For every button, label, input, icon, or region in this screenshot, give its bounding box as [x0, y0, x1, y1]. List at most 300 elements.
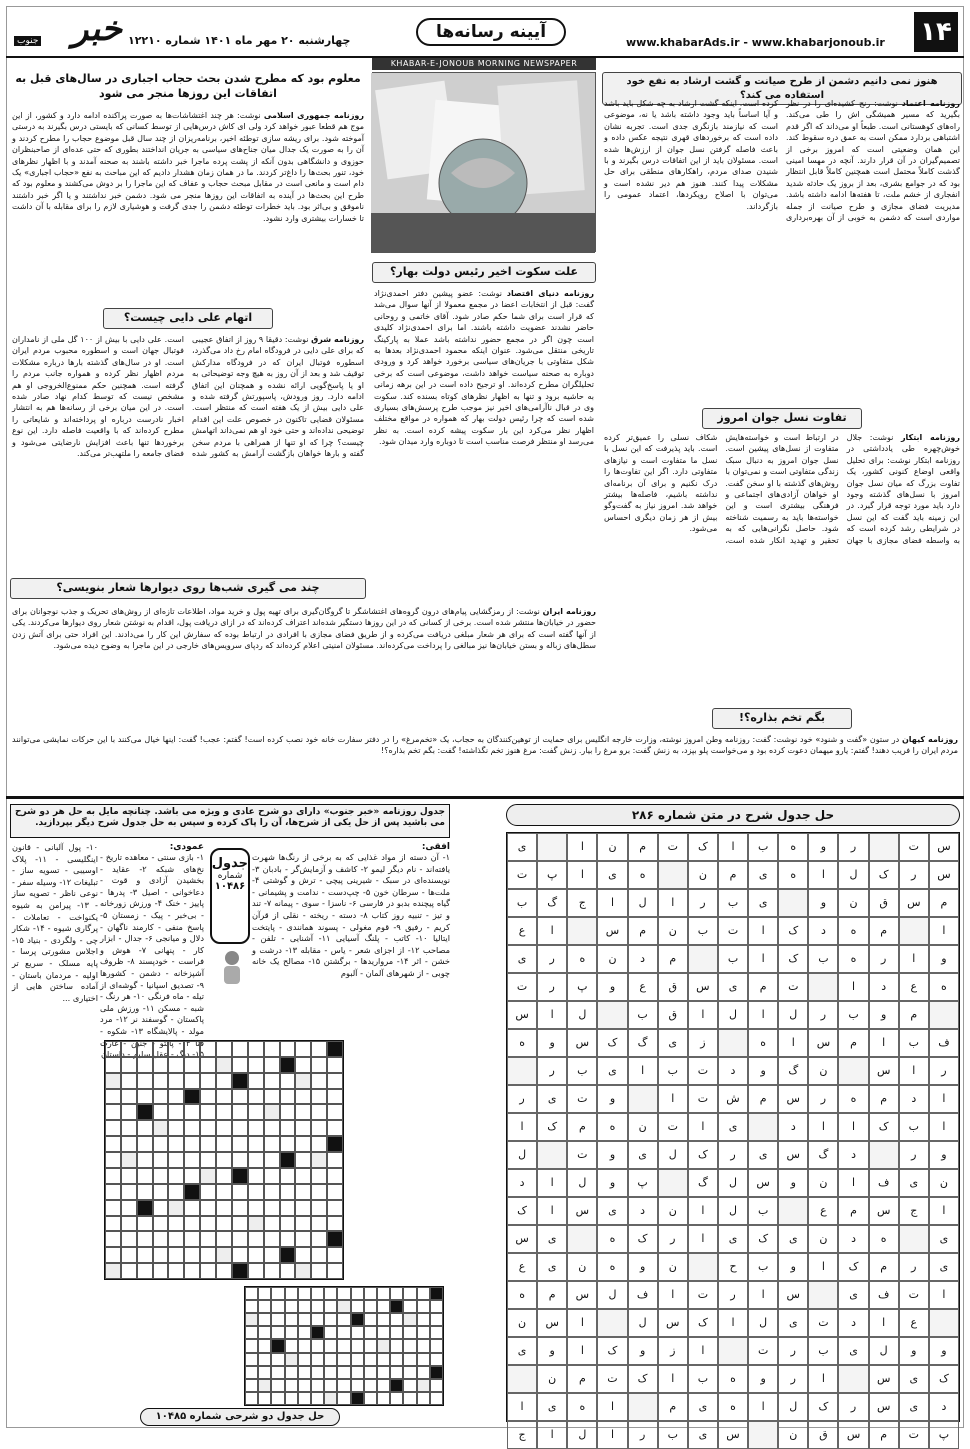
crossword-cell[interactable] — [184, 1120, 200, 1136]
crossword-cell[interactable] — [245, 1287, 258, 1300]
crossword-cell[interactable] — [232, 1184, 248, 1200]
crossword-cell[interactable] — [264, 1120, 280, 1136]
header-urls[interactable]: www.khabarAds.ir - www.khabarjonoub.ir — [626, 36, 885, 49]
crossword-cell[interactable] — [153, 1120, 169, 1136]
crossword-cell[interactable] — [285, 1353, 298, 1366]
crossword-cell[interactable] — [232, 1200, 248, 1216]
crossword-cell[interactable] — [324, 1326, 337, 1339]
crossword-cell[interactable] — [248, 1089, 264, 1105]
crossword-cell[interactable] — [280, 1120, 296, 1136]
crossword-cell[interactable] — [200, 1104, 216, 1120]
crossword-cell[interactable] — [298, 1366, 311, 1379]
crossword-cell[interactable] — [377, 1379, 390, 1392]
crossword-cell[interactable] — [248, 1041, 264, 1057]
crossword-cell[interactable] — [200, 1200, 216, 1216]
crossword-cell[interactable] — [417, 1353, 430, 1366]
crossword-cell[interactable] — [184, 1057, 200, 1073]
crossword-cell[interactable] — [430, 1313, 443, 1326]
crossword-cell[interactable] — [200, 1057, 216, 1073]
crossword-cell[interactable] — [417, 1339, 430, 1352]
crossword-cell[interactable] — [327, 1089, 343, 1105]
crossword-cell[interactable] — [258, 1353, 271, 1366]
crossword-cell[interactable] — [232, 1136, 248, 1152]
crossword-cell[interactable] — [248, 1168, 264, 1184]
crossword-cell[interactable] — [137, 1041, 153, 1057]
crossword-cell[interactable] — [271, 1353, 284, 1366]
crossword-cell[interactable] — [271, 1300, 284, 1313]
crossword-cell[interactable] — [364, 1379, 377, 1392]
crossword-cell[interactable] — [430, 1392, 443, 1405]
crossword-cell[interactable] — [216, 1057, 232, 1073]
crossword-cell[interactable] — [430, 1379, 443, 1392]
crossword-cell[interactable] — [105, 1168, 121, 1184]
crossword-cell[interactable] — [417, 1313, 430, 1326]
crossword-cell[interactable] — [121, 1136, 137, 1152]
crossword-cell[interactable] — [280, 1184, 296, 1200]
crossword-cell[interactable] — [248, 1200, 264, 1216]
crossword-cell[interactable] — [232, 1104, 248, 1120]
crossword-cell[interactable] — [105, 1200, 121, 1216]
crossword-cell[interactable] — [364, 1353, 377, 1366]
crossword-cell[interactable] — [311, 1057, 327, 1073]
crossword-cell[interactable] — [105, 1057, 121, 1073]
crossword-cell[interactable] — [351, 1287, 364, 1300]
crossword-cell[interactable] — [311, 1392, 324, 1405]
crossword-cell[interactable] — [105, 1247, 121, 1263]
crossword-cell[interactable] — [337, 1287, 350, 1300]
crossword-cell[interactable] — [403, 1339, 416, 1352]
crossword-cell[interactable] — [232, 1073, 248, 1089]
crossword-cell[interactable] — [337, 1313, 350, 1326]
crossword-cell[interactable] — [271, 1379, 284, 1392]
crossword-cell[interactable] — [153, 1152, 169, 1168]
crossword-cell[interactable] — [327, 1216, 343, 1232]
crossword-cell[interactable] — [248, 1073, 264, 1089]
crossword-cell[interactable] — [311, 1379, 324, 1392]
crossword-cell[interactable] — [200, 1089, 216, 1105]
crossword-cell[interactable] — [377, 1392, 390, 1405]
crossword-cell[interactable] — [264, 1089, 280, 1105]
crossword-cell[interactable] — [137, 1231, 153, 1247]
crossword-cell[interactable] — [295, 1216, 311, 1232]
crossword-cell[interactable] — [295, 1041, 311, 1057]
crossword-cell[interactable] — [377, 1366, 390, 1379]
crossword-cell[interactable] — [248, 1152, 264, 1168]
crossword-cell[interactable] — [216, 1041, 232, 1057]
crossword-cell[interactable] — [258, 1326, 271, 1339]
crossword-cell[interactable] — [311, 1263, 327, 1279]
crossword-cell[interactable] — [417, 1379, 430, 1392]
crossword-cell[interactable] — [153, 1168, 169, 1184]
crossword-cell[interactable] — [232, 1120, 248, 1136]
crossword-cell[interactable] — [298, 1392, 311, 1405]
crossword-cell[interactable] — [298, 1313, 311, 1326]
crossword-cell[interactable] — [285, 1326, 298, 1339]
crossword-cell[interactable] — [311, 1152, 327, 1168]
crossword-cell[interactable] — [153, 1231, 169, 1247]
crossword-cell[interactable] — [153, 1104, 169, 1120]
crossword-cell[interactable] — [105, 1041, 121, 1057]
crossword-cell[interactable] — [298, 1379, 311, 1392]
crossword-cell[interactable] — [245, 1313, 258, 1326]
crossword-cell[interactable] — [184, 1073, 200, 1089]
crossword-cell[interactable] — [121, 1247, 137, 1263]
crossword-cell[interactable] — [327, 1136, 343, 1152]
crossword-cell[interactable] — [311, 1216, 327, 1232]
crossword-cell[interactable] — [377, 1353, 390, 1366]
crossword-cell[interactable] — [285, 1392, 298, 1405]
crossword-cell[interactable] — [245, 1300, 258, 1313]
crossword-cell[interactable] — [105, 1231, 121, 1247]
crossword-cell[interactable] — [248, 1136, 264, 1152]
crossword-cell[interactable] — [248, 1120, 264, 1136]
crossword-grid-secondary[interactable] — [244, 1286, 444, 1406]
crossword-cell[interactable] — [298, 1300, 311, 1313]
crossword-cell[interactable] — [327, 1120, 343, 1136]
crossword-cell[interactable] — [153, 1247, 169, 1263]
crossword-cell[interactable] — [153, 1041, 169, 1057]
crossword-cell[interactable] — [364, 1339, 377, 1352]
crossword-cell[interactable] — [168, 1168, 184, 1184]
crossword-cell[interactable] — [271, 1313, 284, 1326]
crossword-cell[interactable] — [105, 1152, 121, 1168]
crossword-cell[interactable] — [377, 1326, 390, 1339]
crossword-cell[interactable] — [184, 1216, 200, 1232]
crossword-grid-main[interactable] — [104, 1040, 344, 1280]
crossword-cell[interactable] — [311, 1120, 327, 1136]
crossword-cell[interactable] — [280, 1152, 296, 1168]
crossword-cell[interactable] — [403, 1392, 416, 1405]
crossword-cell[interactable] — [245, 1379, 258, 1392]
crossword-cell[interactable] — [430, 1287, 443, 1300]
crossword-cell[interactable] — [390, 1326, 403, 1339]
crossword-cell[interactable] — [153, 1089, 169, 1105]
crossword-cell[interactable] — [327, 1057, 343, 1073]
crossword-cell[interactable] — [295, 1168, 311, 1184]
crossword-cell[interactable] — [248, 1104, 264, 1120]
crossword-cell[interactable] — [295, 1136, 311, 1152]
crossword-cell[interactable] — [216, 1263, 232, 1279]
crossword-cell[interactable] — [311, 1339, 324, 1352]
crossword-cell[interactable] — [216, 1104, 232, 1120]
crossword-cell[interactable] — [137, 1073, 153, 1089]
crossword-cell[interactable] — [403, 1287, 416, 1300]
crossword-cell[interactable] — [200, 1120, 216, 1136]
crossword-cell[interactable] — [364, 1313, 377, 1326]
crossword-cell[interactable] — [351, 1339, 364, 1352]
crossword-cell[interactable] — [200, 1152, 216, 1168]
crossword-cell[interactable] — [280, 1200, 296, 1216]
crossword-cell[interactable] — [295, 1231, 311, 1247]
crossword-cell[interactable] — [337, 1326, 350, 1339]
crossword-cell[interactable] — [337, 1379, 350, 1392]
crossword-cell[interactable] — [271, 1339, 284, 1352]
crossword-cell[interactable] — [264, 1057, 280, 1073]
crossword-cell[interactable] — [105, 1120, 121, 1136]
crossword-cell[interactable] — [168, 1152, 184, 1168]
crossword-cell[interactable] — [327, 1231, 343, 1247]
crossword-cell[interactable] — [390, 1287, 403, 1300]
crossword-cell[interactable] — [216, 1136, 232, 1152]
crossword-cell[interactable] — [271, 1326, 284, 1339]
crossword-cell[interactable] — [311, 1231, 327, 1247]
crossword-cell[interactable] — [121, 1184, 137, 1200]
crossword-cell[interactable] — [137, 1104, 153, 1120]
crossword-cell[interactable] — [351, 1353, 364, 1366]
crossword-cell[interactable] — [280, 1168, 296, 1184]
crossword-cell[interactable] — [216, 1184, 232, 1200]
crossword-cell[interactable] — [184, 1247, 200, 1263]
crossword-cell[interactable] — [403, 1326, 416, 1339]
crossword-cell[interactable] — [390, 1313, 403, 1326]
crossword-cell[interactable] — [390, 1379, 403, 1392]
crossword-cell[interactable] — [168, 1041, 184, 1057]
crossword-cell[interactable] — [417, 1300, 430, 1313]
crossword-cell[interactable] — [248, 1216, 264, 1232]
crossword-cell[interactable] — [168, 1247, 184, 1263]
crossword-cell[interactable] — [324, 1287, 337, 1300]
crossword-cell[interactable] — [105, 1104, 121, 1120]
crossword-cell[interactable] — [285, 1287, 298, 1300]
crossword-cell[interactable] — [200, 1041, 216, 1057]
crossword-cell[interactable] — [311, 1073, 327, 1089]
crossword-cell[interactable] — [200, 1136, 216, 1152]
crossword-cell[interactable] — [153, 1184, 169, 1200]
crossword-cell[interactable] — [264, 1263, 280, 1279]
crossword-cell[interactable] — [232, 1152, 248, 1168]
crossword-cell[interactable] — [232, 1057, 248, 1073]
crossword-cell[interactable] — [184, 1041, 200, 1057]
crossword-cell[interactable] — [337, 1366, 350, 1379]
crossword-cell[interactable] — [184, 1168, 200, 1184]
crossword-cell[interactable] — [403, 1353, 416, 1366]
crossword-cell[interactable] — [258, 1313, 271, 1326]
crossword-cell[interactable] — [311, 1353, 324, 1366]
crossword-cell[interactable] — [324, 1392, 337, 1405]
crossword-cell[interactable] — [390, 1392, 403, 1405]
crossword-cell[interactable] — [137, 1200, 153, 1216]
crossword-cell[interactable] — [168, 1136, 184, 1152]
crossword-cell[interactable] — [271, 1392, 284, 1405]
crossword-cell[interactable] — [337, 1353, 350, 1366]
crossword-cell[interactable] — [200, 1168, 216, 1184]
crossword-cell[interactable] — [430, 1366, 443, 1379]
crossword-cell[interactable] — [295, 1200, 311, 1216]
crossword-cell[interactable] — [264, 1152, 280, 1168]
crossword-cell[interactable] — [216, 1168, 232, 1184]
crossword-cell[interactable] — [311, 1200, 327, 1216]
crossword-cell[interactable] — [280, 1073, 296, 1089]
crossword-cell[interactable] — [311, 1168, 327, 1184]
crossword-cell[interactable] — [280, 1263, 296, 1279]
crossword-cell[interactable] — [327, 1184, 343, 1200]
crossword-cell[interactable] — [327, 1104, 343, 1120]
crossword-cell[interactable] — [295, 1263, 311, 1279]
crossword-cell[interactable] — [285, 1300, 298, 1313]
crossword-cell[interactable] — [295, 1152, 311, 1168]
crossword-cell[interactable] — [311, 1184, 327, 1200]
crossword-cell[interactable] — [258, 1366, 271, 1379]
crossword-cell[interactable] — [430, 1353, 443, 1366]
crossword-cell[interactable] — [285, 1379, 298, 1392]
crossword-cell[interactable] — [168, 1089, 184, 1105]
crossword-cell[interactable] — [311, 1326, 324, 1339]
crossword-cell[interactable] — [245, 1353, 258, 1366]
crossword-cell[interactable] — [121, 1200, 137, 1216]
crossword-cell[interactable] — [121, 1168, 137, 1184]
crossword-cell[interactable] — [298, 1326, 311, 1339]
crossword-cell[interactable] — [258, 1300, 271, 1313]
crossword-cell[interactable] — [200, 1184, 216, 1200]
crossword-cell[interactable] — [285, 1339, 298, 1352]
crossword-cell[interactable] — [105, 1263, 121, 1279]
crossword-cell[interactable] — [264, 1216, 280, 1232]
crossword-cell[interactable] — [311, 1247, 327, 1263]
crossword-cell[interactable] — [364, 1287, 377, 1300]
crossword-cell[interactable] — [377, 1287, 390, 1300]
crossword-cell[interactable] — [351, 1392, 364, 1405]
crossword-cell[interactable] — [248, 1247, 264, 1263]
crossword-cell[interactable] — [168, 1057, 184, 1073]
crossword-cell[interactable] — [280, 1041, 296, 1057]
crossword-cell[interactable] — [390, 1339, 403, 1352]
crossword-cell[interactable] — [264, 1231, 280, 1247]
crossword-cell[interactable] — [295, 1057, 311, 1073]
crossword-cell[interactable] — [280, 1231, 296, 1247]
crossword-cell[interactable] — [168, 1263, 184, 1279]
crossword-cell[interactable] — [232, 1216, 248, 1232]
crossword-cell[interactable] — [232, 1231, 248, 1247]
crossword-cell[interactable] — [295, 1184, 311, 1200]
crossword-cell[interactable] — [168, 1231, 184, 1247]
crossword-cell[interactable] — [216, 1073, 232, 1089]
crossword-cell[interactable] — [232, 1247, 248, 1263]
crossword-cell[interactable] — [248, 1184, 264, 1200]
crossword-cell[interactable] — [417, 1392, 430, 1405]
crossword-cell[interactable] — [216, 1089, 232, 1105]
crossword-cell[interactable] — [121, 1041, 137, 1057]
crossword-cell[interactable] — [377, 1339, 390, 1352]
crossword-cell[interactable] — [264, 1073, 280, 1089]
crossword-cell[interactable] — [153, 1200, 169, 1216]
crossword-cell[interactable] — [403, 1366, 416, 1379]
crossword-cell[interactable] — [105, 1073, 121, 1089]
crossword-cell[interactable] — [258, 1392, 271, 1405]
crossword-cell[interactable] — [137, 1263, 153, 1279]
crossword-cell[interactable] — [327, 1041, 343, 1057]
crossword-cell[interactable] — [311, 1366, 324, 1379]
crossword-cell[interactable] — [121, 1057, 137, 1073]
crossword-cell[interactable] — [184, 1200, 200, 1216]
crossword-cell[interactable] — [390, 1300, 403, 1313]
crossword-cell[interactable] — [121, 1089, 137, 1105]
crossword-cell[interactable] — [137, 1136, 153, 1152]
crossword-cell[interactable] — [264, 1247, 280, 1263]
crossword-cell[interactable] — [280, 1247, 296, 1263]
crossword-cell[interactable] — [232, 1041, 248, 1057]
crossword-cell[interactable] — [337, 1392, 350, 1405]
crossword-cell[interactable] — [168, 1073, 184, 1089]
crossword-cell[interactable] — [200, 1263, 216, 1279]
crossword-cell[interactable] — [280, 1104, 296, 1120]
crossword-cell[interactable] — [403, 1379, 416, 1392]
crossword-cell[interactable] — [298, 1353, 311, 1366]
crossword-cell[interactable] — [232, 1168, 248, 1184]
crossword-cell[interactable] — [311, 1136, 327, 1152]
crossword-cell[interactable] — [216, 1120, 232, 1136]
crossword-cell[interactable] — [153, 1057, 169, 1073]
crossword-cell[interactable] — [258, 1379, 271, 1392]
crossword-cell[interactable] — [184, 1263, 200, 1279]
crossword-cell[interactable] — [295, 1073, 311, 1089]
crossword-cell[interactable] — [200, 1073, 216, 1089]
crossword-cell[interactable] — [153, 1136, 169, 1152]
crossword-cell[interactable] — [264, 1168, 280, 1184]
crossword-cell[interactable] — [248, 1263, 264, 1279]
crossword-cell[interactable] — [327, 1152, 343, 1168]
crossword-cell[interactable] — [121, 1104, 137, 1120]
crossword-cell[interactable] — [430, 1339, 443, 1352]
crossword-cell[interactable] — [137, 1089, 153, 1105]
crossword-cell[interactable] — [184, 1089, 200, 1105]
crossword-cell[interactable] — [137, 1152, 153, 1168]
crossword-cell[interactable] — [311, 1041, 327, 1057]
crossword-cell[interactable] — [377, 1300, 390, 1313]
crossword-cell[interactable] — [168, 1120, 184, 1136]
crossword-cell[interactable] — [285, 1313, 298, 1326]
crossword-cell[interactable] — [258, 1339, 271, 1352]
crossword-cell[interactable] — [311, 1300, 324, 1313]
crossword-cell[interactable] — [430, 1300, 443, 1313]
crossword-cell[interactable] — [311, 1104, 327, 1120]
crossword-cell[interactable] — [364, 1392, 377, 1405]
crossword-cell[interactable] — [337, 1339, 350, 1352]
crossword-cell[interactable] — [324, 1366, 337, 1379]
crossword-cell[interactable] — [295, 1104, 311, 1120]
crossword-cell[interactable] — [168, 1216, 184, 1232]
crossword-cell[interactable] — [351, 1300, 364, 1313]
crossword-cell[interactable] — [184, 1231, 200, 1247]
crossword-cell[interactable] — [403, 1300, 416, 1313]
crossword-cell[interactable] — [327, 1263, 343, 1279]
crossword-cell[interactable] — [232, 1263, 248, 1279]
crossword-cell[interactable] — [121, 1231, 137, 1247]
crossword-cell[interactable] — [168, 1184, 184, 1200]
crossword-cell[interactable] — [351, 1326, 364, 1339]
crossword-cell[interactable] — [248, 1231, 264, 1247]
crossword-cell[interactable] — [105, 1089, 121, 1105]
crossword-cell[interactable] — [280, 1136, 296, 1152]
crossword-cell[interactable] — [200, 1247, 216, 1263]
crossword-cell[interactable] — [153, 1073, 169, 1089]
crossword-cell[interactable] — [364, 1326, 377, 1339]
crossword-cell[interactable] — [216, 1200, 232, 1216]
crossword-cell[interactable] — [295, 1120, 311, 1136]
crossword-cell[interactable] — [324, 1353, 337, 1366]
crossword-cell[interactable] — [417, 1366, 430, 1379]
crossword-cell[interactable] — [121, 1120, 137, 1136]
crossword-cell[interactable] — [364, 1300, 377, 1313]
crossword-cell[interactable] — [364, 1366, 377, 1379]
crossword-cell[interactable] — [285, 1366, 298, 1379]
crossword-cell[interactable] — [121, 1216, 137, 1232]
crossword-cell[interactable] — [417, 1287, 430, 1300]
crossword-cell[interactable] — [327, 1247, 343, 1263]
crossword-cell[interactable] — [298, 1287, 311, 1300]
crossword-cell[interactable] — [216, 1152, 232, 1168]
crossword-cell[interactable] — [168, 1104, 184, 1120]
crossword-cell[interactable] — [245, 1326, 258, 1339]
